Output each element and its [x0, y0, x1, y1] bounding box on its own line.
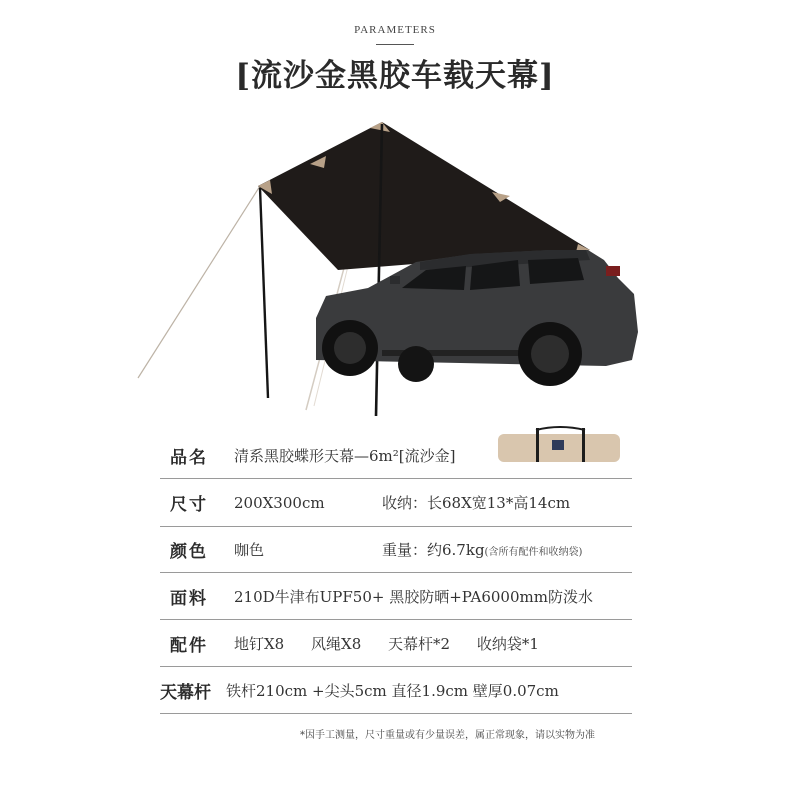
spec-value-pole: 铁杆210cm +尖头5cm 直径1.9cm 壁厚0.07cm: [226, 681, 559, 700]
spec-row-pole: [160, 667, 632, 714]
spec-value-storage: 收纳：长68X宽13*高14cm: [382, 494, 571, 512]
spec-value-material: 210D牛津布UPF50+ 黑胶防晒+PA6000mm防泼水: [234, 587, 593, 606]
accessory-item: 地钉X8: [234, 634, 285, 653]
spec-weight-note: (含所有配件和收纳袋): [484, 547, 583, 558]
spec-row-size: [160, 479, 632, 527]
suv-mirror: [390, 276, 400, 284]
storage-bag-image: [496, 426, 622, 464]
spec-label-material: 面料: [170, 588, 208, 609]
product-illustration: [120, 110, 660, 430]
suv-wheel-spare: [398, 346, 434, 382]
header-divider: [376, 44, 414, 45]
suv-window-rear: [528, 258, 584, 284]
header-label: PARAMETERS: [354, 24, 436, 36]
spec-row-color: [160, 527, 632, 573]
accessory-item: 收纳袋*1: [476, 634, 539, 653]
spec-value-size: 200X300cm: [234, 493, 325, 512]
spec-label-name: 品名: [170, 447, 208, 468]
specs-table: [160, 432, 632, 714]
spec-value-accessories: [234, 633, 539, 654]
spec-row-accessories: [160, 620, 632, 667]
guy-rope-left: [138, 186, 260, 378]
spec-row-name: [160, 432, 632, 479]
page-title: [流沙金黑胶车载天幕]: [235, 58, 555, 94]
spec-label-size: 尺寸: [170, 495, 208, 515]
spec-label-accessories: 配件: [170, 635, 208, 656]
suv-rear-light: [606, 266, 620, 276]
spec-label-pole: 天幕杆: [160, 682, 211, 703]
suv-wheel-front-rim: [334, 332, 366, 364]
accessory-item: 天幕杆*2: [388, 634, 451, 653]
footnote: *因手工测量，尺寸重量或有少量误差，属正常现象，请以实物为准: [300, 730, 595, 741]
suv-wheel-rear-rim: [531, 335, 569, 373]
spec-weight-text: 重量：约6.7kg: [382, 541, 485, 559]
spec-value-weight: [382, 539, 582, 560]
accessory-item: 风绳X8: [311, 634, 362, 653]
canopy: [258, 122, 590, 270]
canopy-pole-left: [260, 188, 268, 398]
spec-label-color: 颜色: [170, 542, 208, 562]
spec-row-material: [160, 573, 632, 620]
spec-value-name: 清系黑胶蝶形天幕—6m²[流沙金]: [234, 446, 456, 465]
spec-value-color: 咖色: [234, 541, 265, 559]
